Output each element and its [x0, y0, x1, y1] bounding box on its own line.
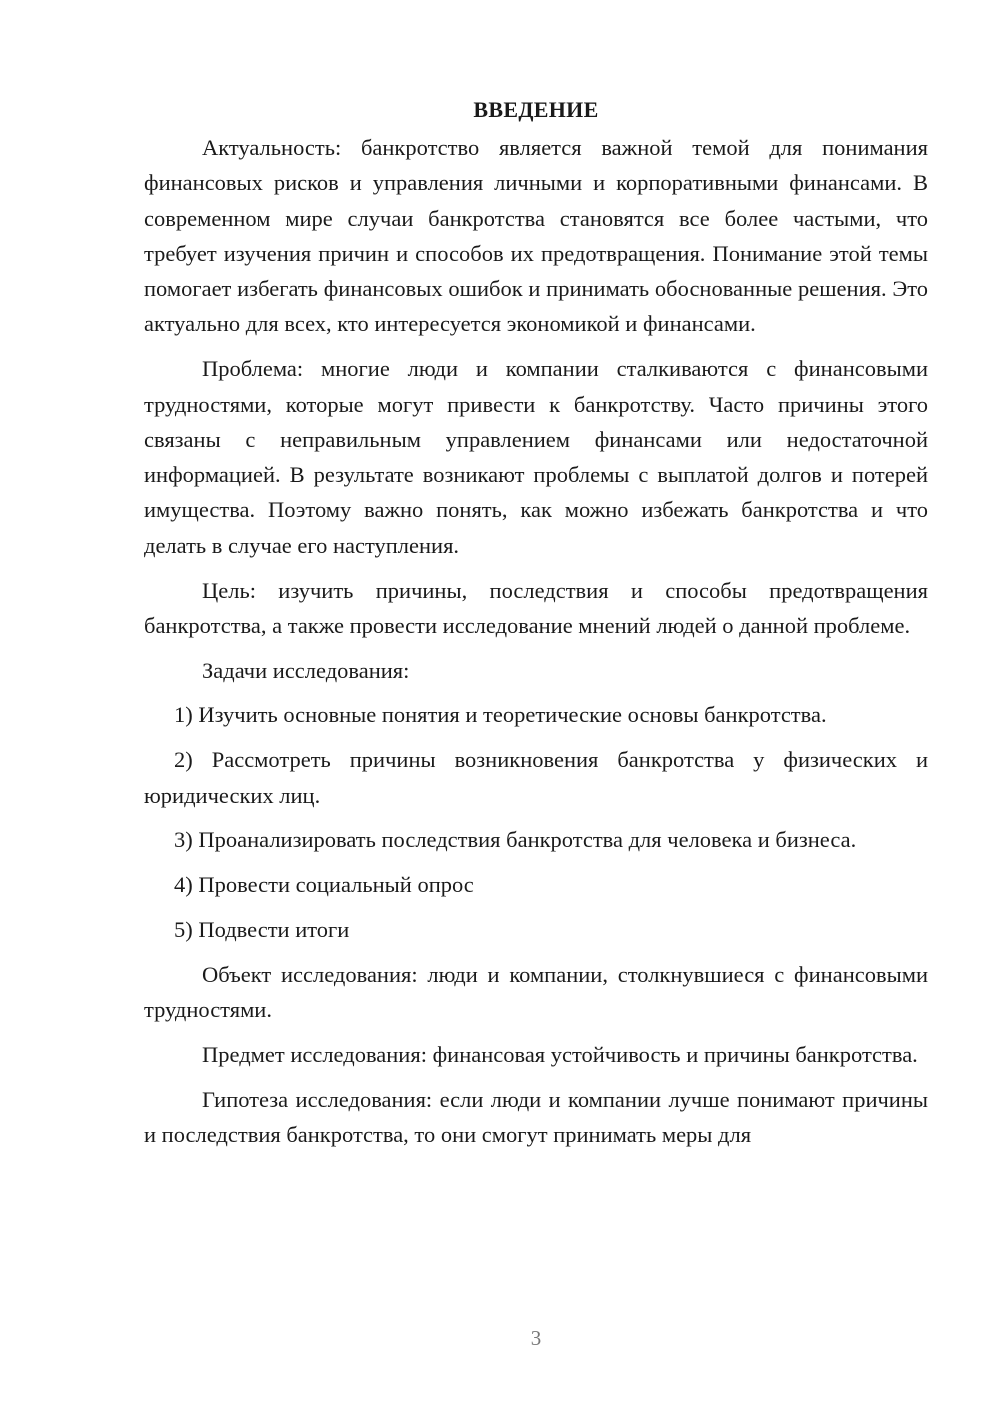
section-title: ВВЕДЕНИЕ [473, 97, 599, 122]
problem-paragraph: Проблема: многие люди и компании сталкиваются с финансовыми трудностями, которые могут привести к банкротству. Часто причины этого связаны с неправильным управлением финансами или недостаточной информацией. В результате возникают проблемы с выплатой долгов и потерей имущества. Поэтому важно понять, как можно избежать банкротства и что делать в случае его наступления. [144, 356, 928, 558]
task-item: 1) Изучить основные понятия и теоретические основы банкротства. [174, 702, 827, 728]
task-item: 5) Подвести итоги [174, 916, 350, 942]
document-page [144, 92, 928, 1162]
task-item: 4) Провести социальный опрос [174, 872, 474, 898]
page-number: 3 [530, 1326, 542, 1350]
subject-paragraph: Предмет исследования: финансовая устойчивость и причины банкротства. [202, 1041, 918, 1067]
object-paragraph: Объект исследования: люди и компании, столкнувшиеся с финансовыми трудностями. [144, 961, 928, 1023]
hypothesis-paragraph: Гипотеза исследования: если люди и компании лучше понимают причины и последствия банкротства, то они смогут принимать меры для [144, 1086, 928, 1147]
tasks-list [144, 697, 928, 947]
goal-paragraph: Цель: изучить причины, последствия и способы предотвращения банкротства, а также провести исследование мнений людей о данной проблеме. [144, 577, 928, 638]
tasks-heading: Задачи исследования: [202, 657, 410, 683]
task-item: 2) Рассмотреть причины возникновения банкротства у физических и юридических лиц. [144, 747, 928, 808]
relevance-paragraph: Актуальность: банкротство является важной темой для понимания финансовых рисков и управления личными и корпоративными финансами. В современном мире случаи банкротства становятся все более частыми, что требует изучения причин и способов их предотвращения. Понимание этой темы помогает избегать финансовых ошибок и принимать обоснованные решения. Это актуально для всех, кто интересуется экономикой и финансами. [144, 135, 928, 337]
task-item: 3) Проанализировать последствия банкротства для человека и бизнеса. [174, 827, 857, 853]
